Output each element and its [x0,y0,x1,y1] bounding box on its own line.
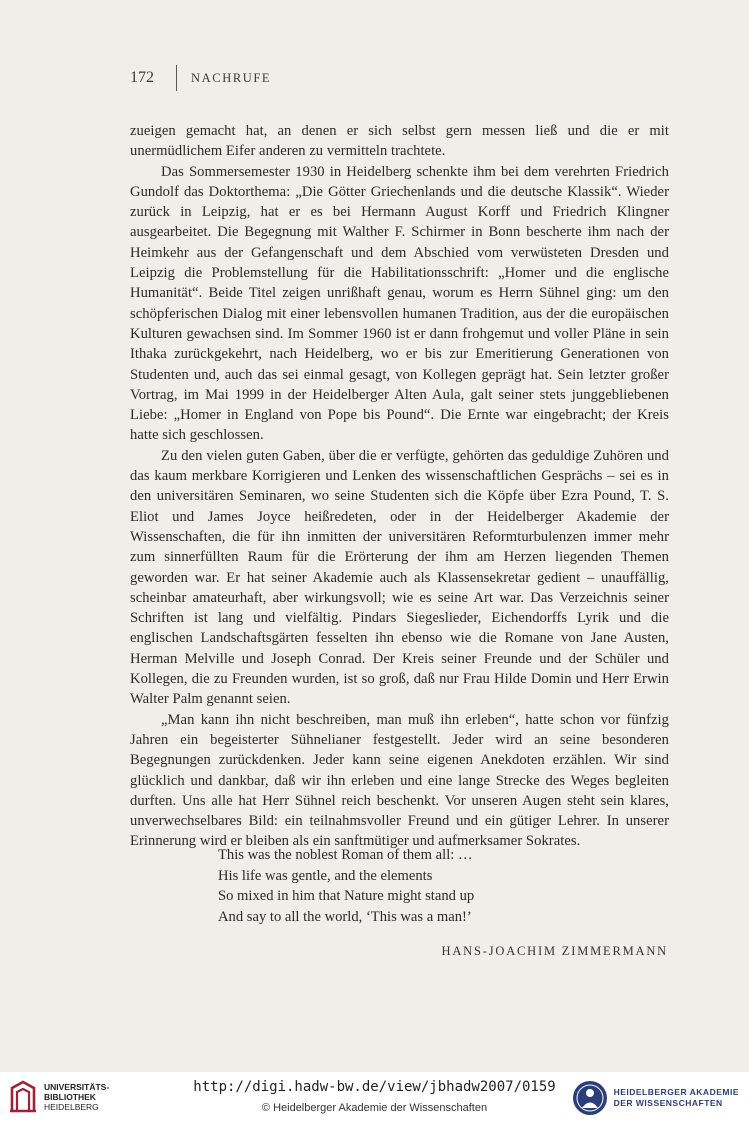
poem-line: His life was gentle, and the elements [218,867,433,884]
paragraph: zueigen gemacht hat, an denen er sich selbst gern messen ließ und die er mit unermüdlichem Eifer anderen zu vermitteln trachtete. [130,123,669,160]
page-number: 172 [130,69,154,86]
academy-logo[interactable] [571,1079,739,1117]
paragraph: „Man kann ihn nicht beschreiben, man muß ihn erleben“, hatte schon vor fünfzig Jahren ein begeisterter Sühnelianer festgestellt. Jeder wird an seine besonderen Begegnungen zurückdenken. Jeder kann seine eigenen Anekdoten erzählen. Wir sind glücklich und dankbar, daß wir ihn erleben und eine lange Strecke des Weges begleiten durften. Uns alle hat Herr Sühnel reich beschenkt. Vor unseren Augen steht sein klares, unverwechselbares Bild: ein teilnahmsvoller Freund und ein gütiger Lehrer. In unserer Erinnerung wird er bleiben als ein sanftmütiger und aufmerksamer Sokrates. [130,711,669,850]
paragraph: Zu den vielen guten Gaben, über die er verfügte, gehörten das geduldige Zuhören und das kaum merkbare Korrigieren und Lenken des wissenschaftlichen Gesprächs – sei es in den universitären Seminaren, wo seine Studenten sich die Köpfe über Ezra Pound, T. S. Eliot und James Joyce heißredeten, oder in der Heidelberger Akademie der Wissenschaften, die für ihn inmitten der universitären Reformturbulenzen immer mehr zum sinnerfüllten Raum für die Erörterung der ihm am Herzen liegenden Themen geworden war. Er hat seiner Akademie auch als Klassensekretar gedient – unauffällig, scheinbar amateurhaft, aber wirkungsvoll; wie es seine Art war. Das Verzeichnis seiner Schriften ist lang und vielfältig. Pindars Siegeslieder, Eichendorffs Lyrik und die englischen Landschaftsgärten fesselten ihn ebenso wie die Romane von Jane Austen, Herman Melville und Joseph Conrad. Der Kreis seiner Freunde und der Schüler und Kollegen, die zu Freunden wurden, ist so groß, daß nur Frau Hilde Domin und Herr Erwin Walter Palm genannt seien. [130,447,669,708]
section-title: NACHRUFE [191,70,272,85]
paragraph: Das Sommersemester 1930 in Heidelberg schenkte ihm bei dem verehrten Friedrich Gundolf das Doktorthema: „Die Götter Griechenlands und die deutsche Klassik“. Wieder zurück in Leipzig, hat er es bei Hermann August Korff und Friedrich Klingner ausgearbeitet. Die Begegnung mit Walther F. Schirmer in Bonn bescherte ihm nach der Heimkehr aus der Gefangenschaft und dem Abschied vom verwüsteten Dresden und Leipzig die Problemstellung für die Habilitationsschrift: „Homer und die englische Humanität“. Beide Titel zeigen unrißhaft genau, worum es Herrn Sühnel ging: um den schöpferischen Dialog mit einer lebensvollen humanen Tradition, aus der die europäischen Kulturen gewachsen sind. Im Sommer 1960 ist er dann frohgemut und voller Pläne in sein Ithaka zurückgekehrt, nach Heidelberg, wo er bis zur Emeritierung Generationen von Studenten und, auch das sei einmal gesagt, von Kollegen geprägt hat. Sein letzter großer Vortrag, im Mai 1999 in der Heidelberger Alten Aula, galt seiner stets junggebliebenen Liebe: „Homer in England von Pope bis Pound“. Die Ernte war eingebracht; der Kreis hatte sich geschlossen. [130,163,669,444]
library-name-line1: UNIVERSITÄTS- [44,1082,110,1092]
library-name-line3: HEIDELBERG [44,1102,99,1112]
header-divider [176,65,177,91]
poem-line: So mixed in him that Nature might stand up [218,888,475,904]
poem-line: And say to all the world, ‘This was a man!’ [218,908,472,925]
article-body [130,121,669,852]
academy-seal-icon [571,1079,609,1117]
copyright-notice: © Heidelberger Akademie der Wissenschaften [261,1102,488,1114]
poem-line: This was the noblest Roman of them all: … [218,847,473,863]
poem-quotation [218,845,474,927]
academy-name-line2: DER WISSENSCHAFTEN [613,1098,723,1108]
running-head [130,66,271,90]
library-name-line2: BIBLIOTHEK [44,1092,96,1102]
footer-bar [0,1072,749,1126]
permalink-url[interactable]: http://digi.hadw-bw.de/view/jbhadw2007/0159 [193,1079,556,1095]
author-signature: HANS-JOACHIM ZIMMERMANN [441,944,668,958]
academy-name-line1: HEIDELBERGER AKADEMIE [613,1087,739,1097]
